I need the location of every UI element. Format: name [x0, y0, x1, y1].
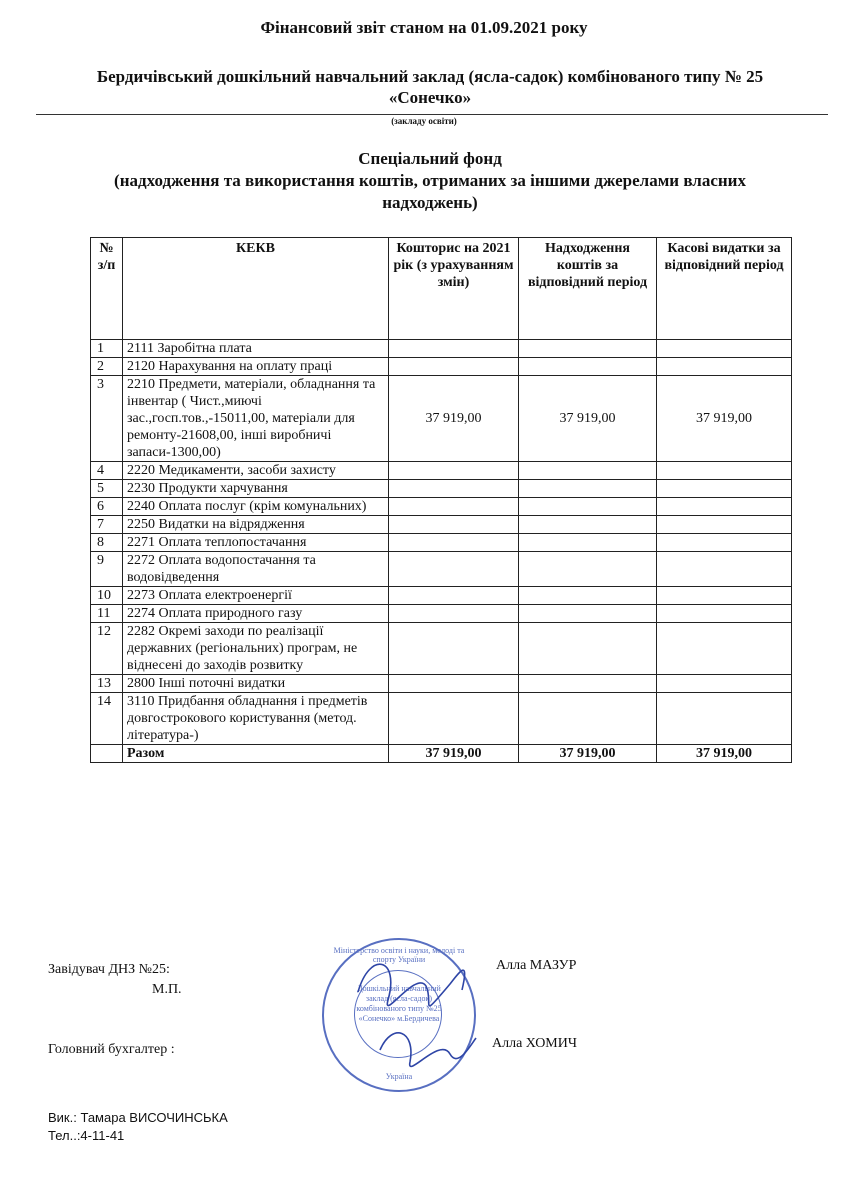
row-kekv: 2230 Продукти харчування: [123, 480, 389, 498]
total-num: [91, 745, 123, 763]
table-row: [91, 605, 792, 623]
row-budget: [389, 623, 519, 675]
director-name: Алла МАЗУР: [496, 958, 577, 973]
row-received: [519, 516, 657, 534]
row-num: 8: [91, 534, 123, 552]
row-received: [519, 534, 657, 552]
total-label: Разом: [123, 745, 389, 763]
row-kekv: 2273 Оплата електроенергії: [123, 587, 389, 605]
table-row: [91, 376, 792, 462]
row-received: [519, 623, 657, 675]
row-received: [519, 498, 657, 516]
row-kekv: 2210 Предмети, матеріали, обладнання та інвентар ( Чист.,миючі зас.,госп.тов.,-15011,00, матеріали для ремонту-21608,00, інші виробничі запаси-1300,00): [123, 376, 389, 462]
executor: Вик.: Тамара ВИСОЧИНСЬКА: [48, 1110, 228, 1125]
row-budget: [389, 498, 519, 516]
row-spent: [657, 340, 792, 358]
table-row: [91, 693, 792, 745]
row-spent: [657, 675, 792, 693]
row-received: [519, 358, 657, 376]
row-spent: 37 919,00: [657, 376, 792, 462]
fund-title: [40, 148, 820, 214]
table-row: [91, 675, 792, 693]
financial-table: [90, 237, 792, 763]
total-received: 37 919,00: [519, 745, 657, 763]
row-received: [519, 340, 657, 358]
institution-name-line1: Бердичівський дошкільний навчальний заклад (ясла-садок) комбінованого типу № 25: [96, 67, 764, 86]
row-num: 12: [91, 623, 123, 675]
seal-bottom-text: Україна: [385, 1072, 413, 1081]
table-row: [91, 480, 792, 498]
row-num: 2: [91, 358, 123, 376]
row-num: 1: [91, 340, 123, 358]
seal-center-text: Дошкільний навчальний заклад (ясла-садок) комбінованого типу №25 «Сонечко» м.Бердичева: [356, 984, 442, 1023]
row-budget: [389, 587, 519, 605]
row-num: 4: [91, 462, 123, 480]
row-num: 14: [91, 693, 123, 745]
row-spent: [657, 358, 792, 376]
row-received: [519, 605, 657, 623]
row-num: 3: [91, 376, 123, 462]
seal-ring-text: Міністерство освіти і науки, молоді та спорту України: [333, 946, 465, 964]
row-budget: [389, 693, 519, 745]
row-kekv: 2274 Оплата природного газу: [123, 605, 389, 623]
header-budget: Кошторис на 2021 рік (з урахуванням змін): [389, 238, 519, 340]
row-received: [519, 693, 657, 745]
row-spent: [657, 623, 792, 675]
phone: Тел..:4-11-41: [48, 1128, 125, 1143]
row-budget: [389, 552, 519, 587]
row-kekv: 2240 Оплата послуг (крім комунальних): [123, 498, 389, 516]
table-row: [91, 552, 792, 587]
row-kekv: 2250 Видатки на відрядження: [123, 516, 389, 534]
report-title: Фінансовий звіт станом на 01.09.2021 року: [260, 18, 588, 37]
header-received: Надходження коштів за відповідний період: [519, 238, 657, 340]
row-budget: [389, 605, 519, 623]
fund-title-line2: (надходження та використання коштів, отриманих за іншими джерелами власних: [114, 171, 746, 190]
row-budget: [389, 675, 519, 693]
row-spent: [657, 462, 792, 480]
header-spent: Касові видатки за відповідний період: [657, 238, 792, 340]
row-num: 6: [91, 498, 123, 516]
row-spent: [657, 498, 792, 516]
row-budget: [389, 516, 519, 534]
row-received: [519, 552, 657, 587]
row-kekv: 2800 Інші поточні видатки: [123, 675, 389, 693]
row-kekv: 2271 Оплата теплопостачання: [123, 534, 389, 552]
row-num: 5: [91, 480, 123, 498]
header-kekv: КЕКВ: [123, 238, 389, 340]
row-received: [519, 675, 657, 693]
row-num: 10: [91, 587, 123, 605]
row-num: 7: [91, 516, 123, 534]
row-spent: [657, 693, 792, 745]
accountant-name: Алла ХОМИЧ: [492, 1036, 577, 1051]
row-received: [519, 587, 657, 605]
row-spent: [657, 605, 792, 623]
table-row: [91, 623, 792, 675]
row-budget: 37 919,00: [389, 376, 519, 462]
seal-label: М.П.: [152, 982, 182, 997]
accountant-label: Головний бухгалтер :: [48, 1042, 175, 1057]
institution-name-line2: «Сонечко»: [388, 88, 472, 107]
director-label: Завідувач ДНЗ №25:: [48, 962, 170, 977]
total-row: [91, 745, 792, 763]
table-row: [91, 534, 792, 552]
row-kekv: 3110 Придбання обладнання і предметів довгострокового користування (метод. література-): [123, 693, 389, 745]
row-budget: [389, 462, 519, 480]
table-row: [91, 587, 792, 605]
header-num: № з/п: [91, 238, 123, 340]
total-spent: 37 919,00: [657, 745, 792, 763]
table-row: [91, 498, 792, 516]
table-row: [91, 358, 792, 376]
row-num: 11: [91, 605, 123, 623]
row-num: 13: [91, 675, 123, 693]
row-num: 9: [91, 552, 123, 587]
fund-title-line1: Спеціальний фонд: [358, 149, 502, 168]
row-spent: [657, 534, 792, 552]
institution-note: (закладу освіти): [391, 116, 457, 126]
row-received: 37 919,00: [519, 376, 657, 462]
row-kekv: 2120 Нарахування на оплату праці: [123, 358, 389, 376]
total-budget: 37 919,00: [389, 745, 519, 763]
row-kekv: 2111 Заробітна плата: [123, 340, 389, 358]
row-budget: [389, 340, 519, 358]
table-body: [91, 340, 792, 745]
row-kekv: 2220 Медикаменти, засоби захисту: [123, 462, 389, 480]
table-row: [91, 340, 792, 358]
row-spent: [657, 587, 792, 605]
row-budget: [389, 358, 519, 376]
row-budget: [389, 480, 519, 498]
row-kekv: 2282 Окремі заходи по реалізації державних (регіональних) програм, не віднесені до заходів розвитку: [123, 623, 389, 675]
institution-underline: [36, 114, 828, 115]
institution-name: [20, 66, 840, 108]
row-received: [519, 462, 657, 480]
table-row: [91, 462, 792, 480]
row-received: [519, 480, 657, 498]
table-row: [91, 516, 792, 534]
row-budget: [389, 534, 519, 552]
row-spent: [657, 552, 792, 587]
row-kekv: 2272 Оплата водопостачання та водовідведення: [123, 552, 389, 587]
row-spent: [657, 480, 792, 498]
row-spent: [657, 516, 792, 534]
signature-scribble: [330, 930, 490, 1090]
fund-title-line3: надходжень): [382, 193, 478, 212]
